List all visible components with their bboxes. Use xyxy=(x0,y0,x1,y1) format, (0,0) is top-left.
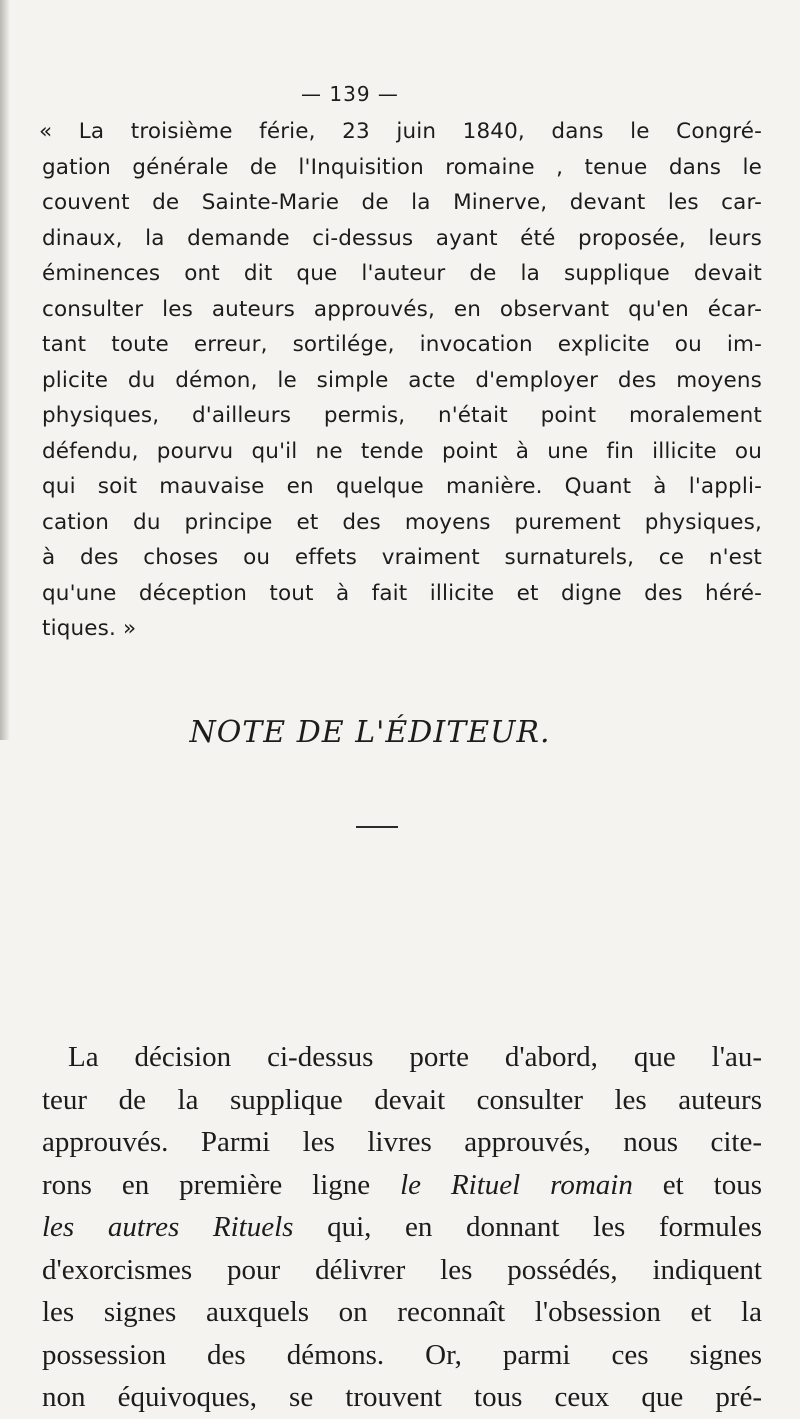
text-line: qui soit mauvaise en quelque manière. Quant à l'appli- xyxy=(42,474,762,499)
section-heading: NOTE DE L'ÉDITEUR. xyxy=(189,715,551,750)
text-line: éminences ont dit que l'auteur de la supplique devait xyxy=(42,261,762,286)
text-line: les signes auxquels on reconnaît l'obsession et la xyxy=(42,1296,762,1328)
text-line: cation du principe et des moyens purement physiques, xyxy=(42,509,762,535)
text-line: d'exorcismes pour délivrer les possédés, indiquent xyxy=(42,1253,762,1286)
text-line: teur de la supplique devait consulter les auteurs xyxy=(42,1083,762,1116)
italic-title: les autres Rituels xyxy=(42,1211,294,1243)
text-line xyxy=(42,1164,762,1207)
text-line: « La troisième férie, 23 juin 1840, dans le Congré- xyxy=(39,119,762,144)
text-line: approuvés. Parmi les livres approuvés, nous cite- xyxy=(42,1126,762,1158)
text-line: possession des démons. Or, parmi ces signes xyxy=(42,1338,762,1371)
text-line: consulter les auteurs approuvés, en observant qu'en écar- xyxy=(42,296,762,322)
text-line: physiques, d'ailleurs permis, n'était point moralement xyxy=(42,403,762,428)
text-line: plicite du démon, le simple acte d'employer des moyens xyxy=(42,367,762,393)
divider-rule xyxy=(356,826,398,828)
quoted-decree-paragraph xyxy=(39,114,762,647)
text-run: rons en première ligne xyxy=(42,1168,401,1201)
editor-note-paragraph xyxy=(42,1036,762,1419)
text-run: et tous xyxy=(632,1168,762,1201)
text-line: qu'une déception tout à fait illicite et digne des héré- xyxy=(42,580,762,606)
text-line: tant toute erreur, sortilége, invocation explicite ou im- xyxy=(42,332,762,357)
italic-title: le Rituel romain xyxy=(400,1168,633,1201)
text-line: gation générale de l'Inquisition romaine , tenue dans le xyxy=(42,154,762,180)
page-edge-shadow xyxy=(0,0,10,740)
text-line: non équivoques, se trouvent tous ceux que pré- xyxy=(42,1381,762,1413)
text-line: à des choses ou effets vraiment surnaturels, ce n'est xyxy=(42,545,762,570)
page-number: — 139 — xyxy=(301,82,399,106)
text-line xyxy=(42,1206,762,1249)
text-run: qui, en donnant les formules xyxy=(293,1211,762,1243)
text-line: La décision ci-dessus porte d'abord, que l'au- xyxy=(68,1041,762,1073)
text-line: défendu, pourvu qu'il ne tende point à une fin illicite ou xyxy=(42,438,762,464)
text-line: tiques. » xyxy=(42,616,137,641)
text-line: dinaux, la demande ci-dessus ayant été proposée, leurs xyxy=(42,225,762,251)
text-line: couvent de Sainte-Marie de la Minerve, devant les car- xyxy=(42,190,762,215)
